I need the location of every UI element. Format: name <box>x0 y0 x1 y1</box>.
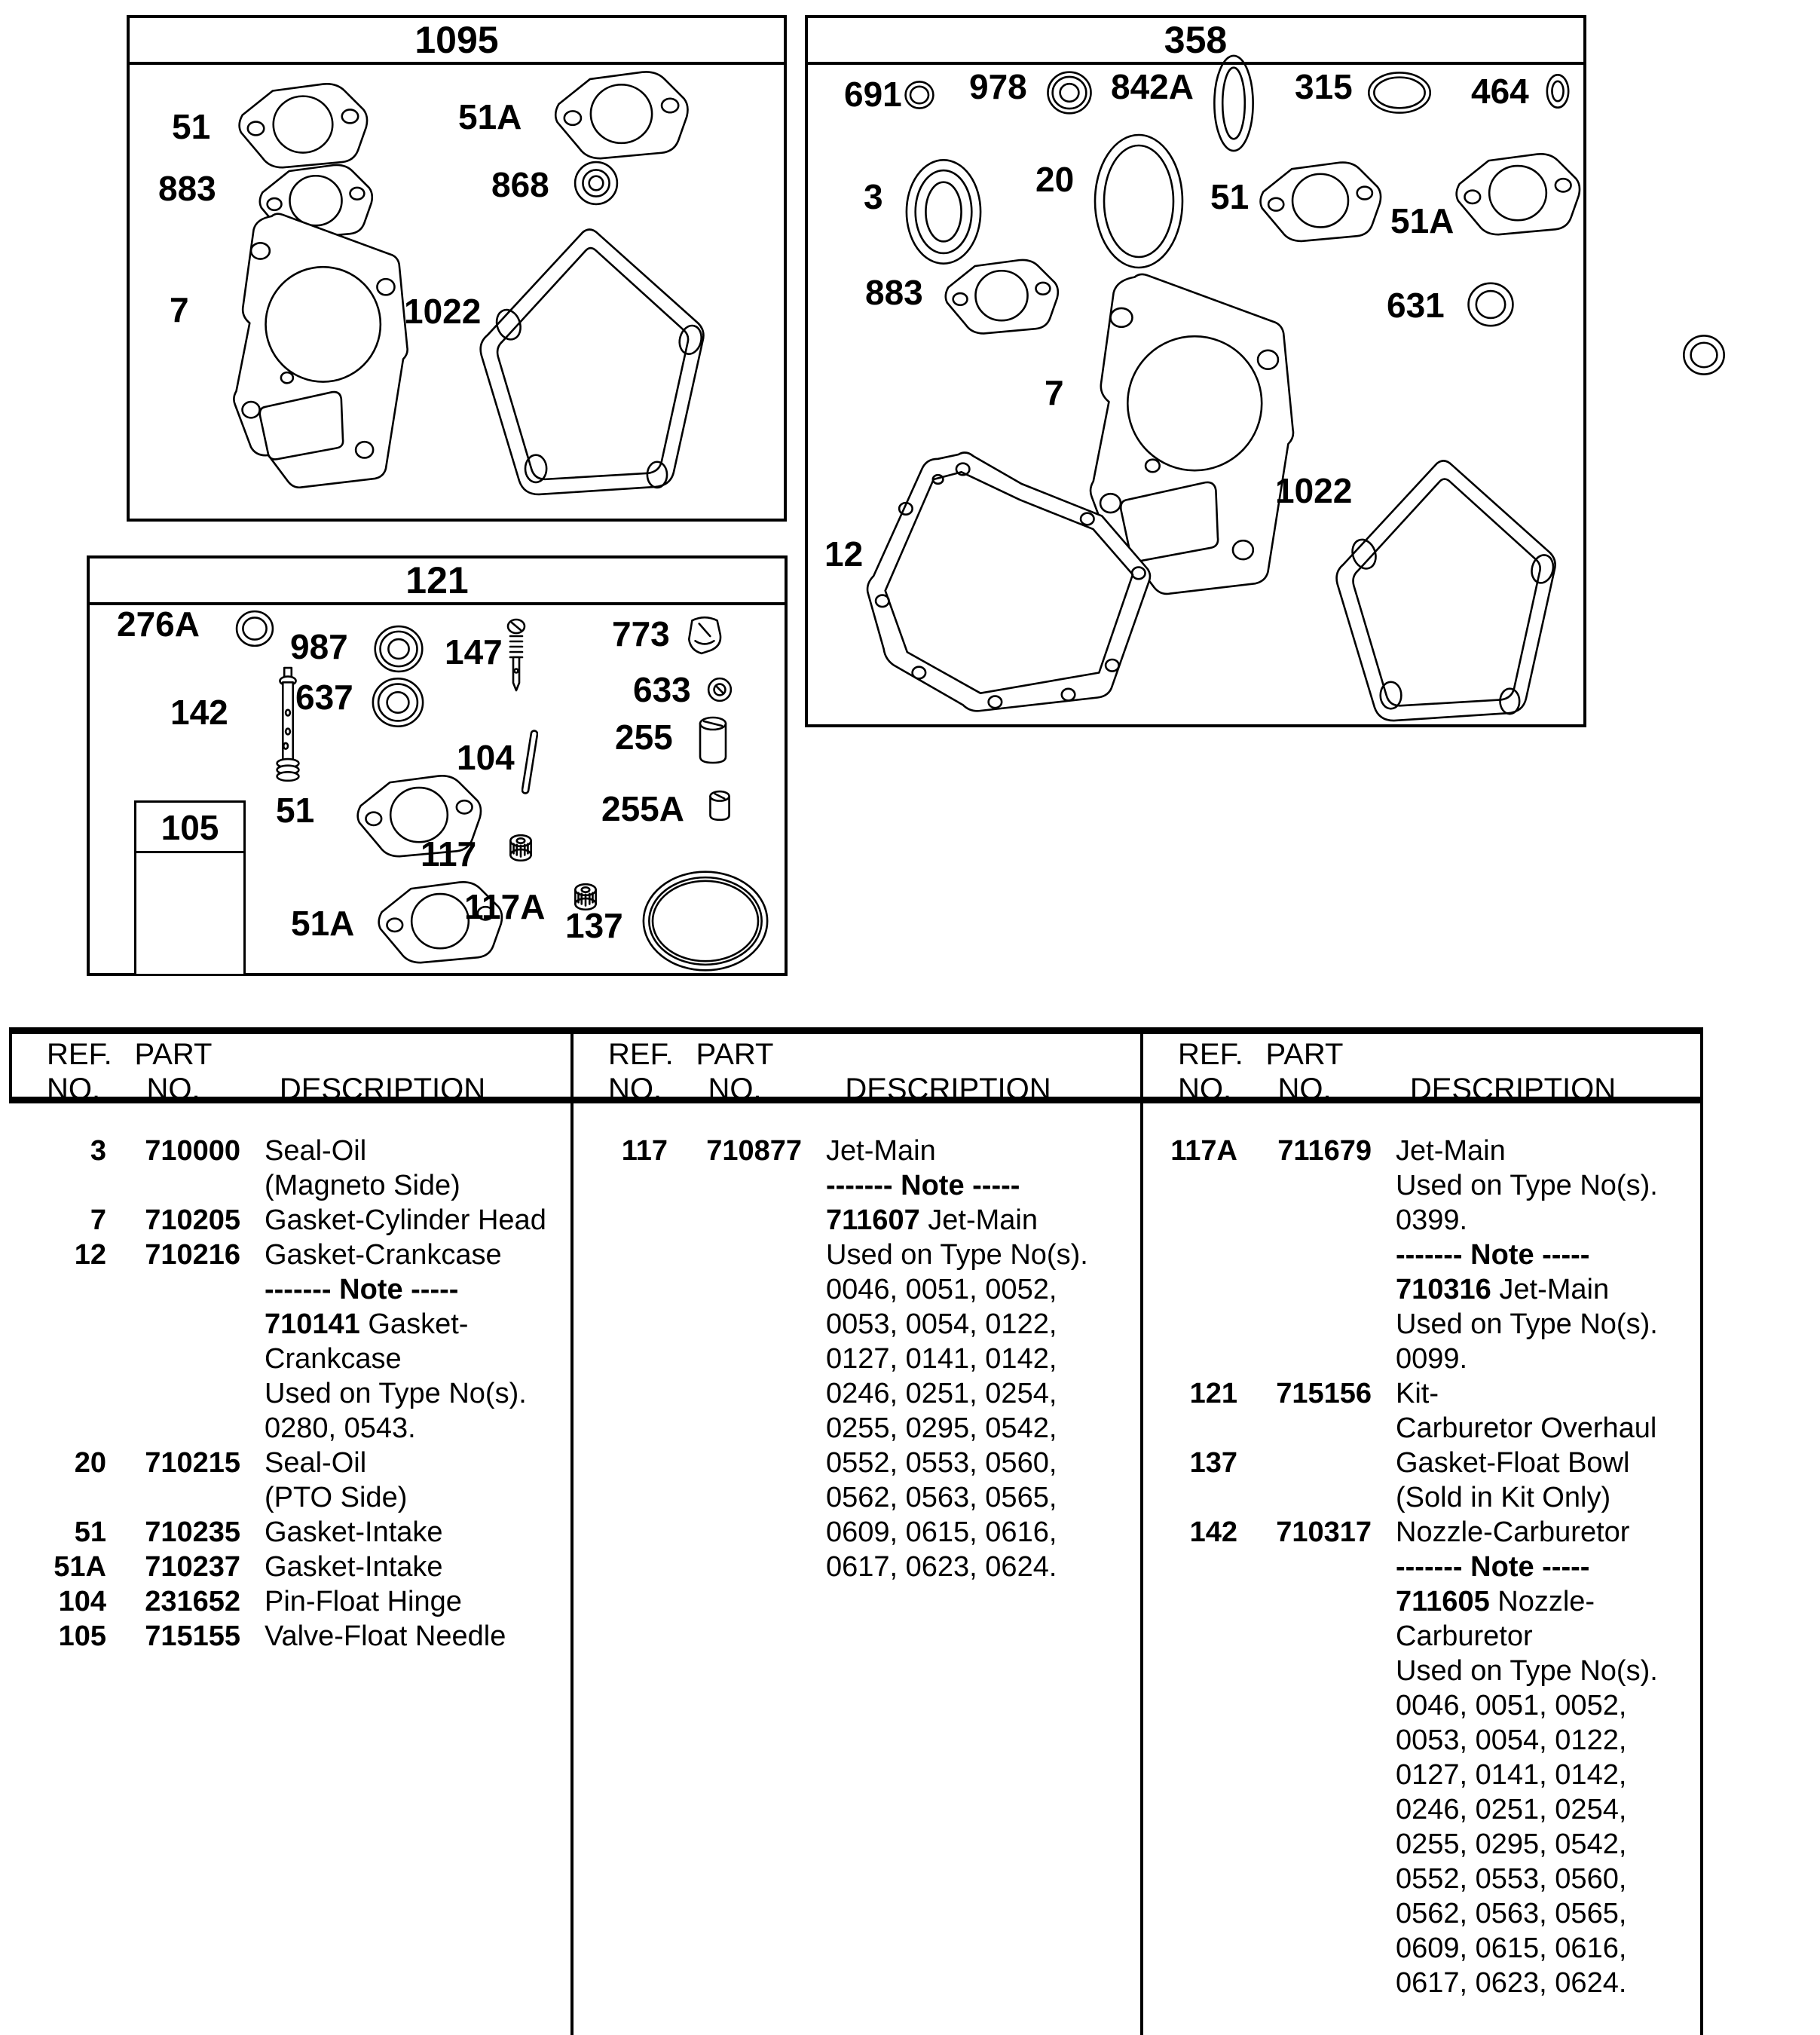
row-part-no: 715155 <box>145 1620 240 1652</box>
description-line: 0046, 0051, 0052, <box>826 1274 1057 1305</box>
row-part-no: 231652 <box>145 1586 240 1617</box>
part-ref-label: 691 <box>844 75 902 114</box>
description-line: Gasket-Intake <box>265 1516 443 1548</box>
table-row <box>12 1446 570 1515</box>
row-description <box>240 1134 570 1203</box>
description-line: ------- Note ----- <box>826 1170 1020 1201</box>
part-ref-label: 276A <box>117 604 200 644</box>
row-ref-no: 142 <box>1189 1516 1237 1548</box>
description-line: ------- Note ----- <box>1396 1551 1590 1583</box>
part-no-header: PART NO. <box>1265 1038 1344 1106</box>
description-line: 710141 Gasket- <box>265 1308 469 1340</box>
description-line: Gasket-Cylinder Head <box>265 1204 546 1236</box>
description-line: Crankcase <box>265 1343 402 1375</box>
description-line: 0399. <box>1396 1204 1468 1236</box>
part-ref-label: 7 <box>170 290 189 329</box>
table-row <box>12 1134 570 1203</box>
description-line: Carburetor <box>1396 1620 1533 1652</box>
part-ref-label: 883 <box>158 169 216 208</box>
description-line: 0099. <box>1396 1343 1468 1375</box>
description-line: 0046, 0051, 0052, <box>1396 1690 1627 1721</box>
table-section-rows-2 <box>574 1097 1139 1584</box>
description-line: 0255, 0295, 0542, <box>1396 1828 1627 1860</box>
table-row <box>1143 1446 1699 1515</box>
description-line: Valve-Float Needle <box>265 1620 506 1652</box>
part-ref-label: 631 <box>1387 286 1445 325</box>
description-line: Used on Type No(s). <box>265 1378 527 1409</box>
description-line: 710316 Jet-Main <box>1396 1274 1610 1305</box>
row-description <box>1372 1515 1699 2000</box>
row-part-no: 710237 <box>145 1551 240 1583</box>
row-description <box>240 1619 570 1654</box>
description-line: 0552, 0553, 0560, <box>1396 1863 1627 1895</box>
row-part-no: 711679 <box>1277 1135 1372 1167</box>
row-ref-no: 51 <box>74 1516 106 1548</box>
description-line: (Sold in Kit Only) <box>1396 1482 1611 1513</box>
description-line: 0246, 0251, 0254, <box>1396 1794 1627 1825</box>
table-right-border <box>1700 1027 1703 2035</box>
part-ref-label: 883 <box>865 273 923 312</box>
description-line: ------- Note ----- <box>1396 1239 1590 1271</box>
part-ref-label: 3 <box>864 177 883 216</box>
description-line: 0127, 0141, 0142, <box>1396 1759 1627 1791</box>
inset-box-title: 105 <box>136 803 243 853</box>
part-ref-label: 51 <box>1210 177 1250 216</box>
table-header <box>1143 1034 1699 1106</box>
description-line: Jet-Main <box>826 1135 936 1167</box>
row-description <box>240 1550 570 1584</box>
part-ref-label: 51 <box>276 791 315 830</box>
table-row <box>12 1550 570 1584</box>
table-section-1 <box>12 1034 570 1654</box>
row-description <box>240 1203 570 1238</box>
row-ref-no: 117 <box>621 1135 668 1167</box>
description-line: Used on Type No(s). <box>1396 1308 1658 1340</box>
table-header <box>574 1034 1139 1106</box>
description-line: (Magneto Side) <box>265 1170 460 1201</box>
table-section-3 <box>1143 1034 1699 2000</box>
diagram-box-title: 1095 <box>130 18 784 65</box>
table-row <box>12 1203 570 1238</box>
description-line: Gasket-Float Bowl <box>1396 1447 1630 1479</box>
row-description <box>802 1134 1139 1584</box>
description-line: Used on Type No(s). <box>1396 1170 1658 1201</box>
part-ref-label: 773 <box>612 614 670 653</box>
row-description <box>1372 1446 1699 1515</box>
table-row <box>12 1584 570 1619</box>
table-row <box>1143 1376 1699 1446</box>
part-ref-label: 633 <box>633 670 691 709</box>
row-description <box>240 1584 570 1619</box>
row-description <box>240 1238 570 1446</box>
description-line: 0280, 0543. <box>265 1412 416 1444</box>
part-no-header: PART NO. <box>134 1038 213 1106</box>
row-part-no: 710000 <box>145 1135 240 1167</box>
row-description <box>1372 1376 1699 1446</box>
description-line: Used on Type No(s). <box>826 1239 1088 1271</box>
ref-no-header: REF. NO. <box>1178 1038 1243 1106</box>
description-line: 0255, 0295, 0542, <box>826 1412 1057 1444</box>
table-section-rows-1 <box>12 1097 570 1654</box>
table-row <box>1143 1515 1699 2000</box>
description-line: 0552, 0553, 0560, <box>826 1447 1057 1479</box>
part-ref-label: 255 <box>615 718 673 757</box>
part-ref-label: 20 <box>1035 160 1075 199</box>
part-ref-label: 978 <box>969 67 1027 106</box>
description-line: 0617, 0623, 0624. <box>826 1551 1057 1583</box>
row-ref-no: 105 <box>58 1620 106 1652</box>
description-line: Used on Type No(s). <box>1396 1655 1658 1687</box>
part-ref-label: 1022 <box>1275 471 1353 510</box>
description-line: Kit- <box>1396 1378 1439 1409</box>
part-ref-label: 987 <box>290 627 348 666</box>
row-description <box>1372 1134 1699 1376</box>
part-ref-label: 117A <box>464 887 546 926</box>
part-ref-label: 51A <box>458 97 522 136</box>
table-section-rows-3 <box>1143 1097 1699 2000</box>
description-header: DESCRIPTION <box>1409 1073 1617 1106</box>
part-no-header: PART NO. <box>696 1038 774 1106</box>
diagram-box-1095 <box>127 15 787 522</box>
description-line: Pin-Float Hinge <box>265 1586 462 1617</box>
ref-no-header: REF. NO. <box>608 1038 674 1106</box>
part-ref-label: 842A <box>1111 67 1194 106</box>
row-part-no: 710216 <box>145 1239 240 1271</box>
part-ref-label: 255A <box>601 789 684 828</box>
description-line: Seal-Oil <box>265 1447 367 1479</box>
ref-no-header: REF. NO. <box>47 1038 112 1106</box>
description-line: 0053, 0054, 0122, <box>1396 1724 1627 1756</box>
description-header: DESCRIPTION <box>279 1073 486 1106</box>
row-description <box>240 1515 570 1550</box>
part-ref-label: 51 <box>172 107 211 146</box>
part-ref-label: 51A <box>291 904 355 943</box>
row-part-no <box>1237 1446 1372 1515</box>
description-line: 711607 Jet-Main <box>826 1204 1038 1236</box>
description-line: Nozzle-Carburetor <box>1396 1516 1630 1548</box>
table-row <box>12 1238 570 1446</box>
inset-box-105 <box>134 800 246 976</box>
part-ref-label: 142 <box>170 693 228 732</box>
table-row <box>12 1515 570 1550</box>
description-line: Carburetor Overhaul <box>1396 1412 1657 1444</box>
description-header: DESCRIPTION <box>845 1073 1051 1106</box>
part-ref-label: 51A <box>1390 201 1454 240</box>
row-part-no: 710877 <box>706 1135 802 1167</box>
table-row <box>574 1134 1139 1584</box>
part-ref-label: 137 <box>565 906 623 945</box>
table-header <box>12 1034 570 1106</box>
description-line: 0562, 0563, 0565, <box>1396 1898 1627 1929</box>
row-part-no: 710205 <box>145 1204 240 1236</box>
description-line: (PTO Side) <box>265 1482 408 1513</box>
row-ref-no: 121 <box>1189 1378 1237 1409</box>
part-ref-label: 868 <box>491 165 549 204</box>
description-line: 0609, 0615, 0616, <box>826 1516 1057 1548</box>
table-section-2 <box>574 1034 1139 1584</box>
row-ref-no: 137 <box>1189 1447 1237 1479</box>
diagram-box-title: 358 <box>808 18 1583 65</box>
row-part-no: 710235 <box>145 1516 240 1548</box>
diagram-box-358 <box>805 15 1586 727</box>
row-part-no: 710215 <box>145 1447 240 1479</box>
part-ref-label: 117 <box>421 834 477 874</box>
row-ref-no: 117A <box>1170 1135 1237 1167</box>
part-ref-label: 637 <box>295 678 353 717</box>
row-ref-no: 51A <box>54 1551 106 1583</box>
description-line: 0053, 0054, 0122, <box>826 1308 1057 1340</box>
part-ref-label: 464 <box>1471 72 1529 111</box>
row-ref-no: 7 <box>90 1204 106 1236</box>
description-line: ------- Note ----- <box>265 1274 459 1305</box>
description-line: 0617, 0623, 0624. <box>1396 1967 1627 1999</box>
part-ref-label: 315 <box>1295 67 1353 106</box>
description-line: 0609, 0615, 0616, <box>1396 1932 1627 1964</box>
row-ref-no: 3 <box>90 1135 106 1167</box>
description-line: 711605 Nozzle- <box>1396 1586 1595 1617</box>
table-row <box>12 1619 570 1654</box>
part-ref-label: 104 <box>457 738 515 777</box>
diagram-box-title: 121 <box>90 558 785 605</box>
description-line: 0127, 0141, 0142, <box>826 1343 1057 1375</box>
stray-ring-drawing <box>1684 335 1724 374</box>
row-ref-no: 12 <box>74 1239 106 1271</box>
table-top-border <box>9 1027 1703 1034</box>
description-line: 0246, 0251, 0254, <box>826 1378 1057 1409</box>
description-line: Jet-Main <box>1396 1135 1506 1167</box>
row-part-no: 715156 <box>1276 1378 1372 1409</box>
part-ref-label: 12 <box>824 534 864 574</box>
part-ref-label: 7 <box>1045 373 1064 412</box>
table-row <box>1143 1134 1699 1376</box>
part-ref-label: 1022 <box>404 292 482 331</box>
row-ref-no: 20 <box>74 1447 106 1479</box>
description-line: Gasket-Intake <box>265 1551 443 1583</box>
description-line: Seal-Oil <box>265 1135 367 1167</box>
description-line: 0562, 0563, 0565, <box>826 1482 1057 1513</box>
description-line: Gasket-Crankcase <box>265 1239 502 1271</box>
part-ref-label: 147 <box>445 632 503 672</box>
row-part-no: 710317 <box>1276 1516 1372 1548</box>
row-ref-no: 104 <box>58 1586 106 1617</box>
row-description <box>240 1446 570 1515</box>
